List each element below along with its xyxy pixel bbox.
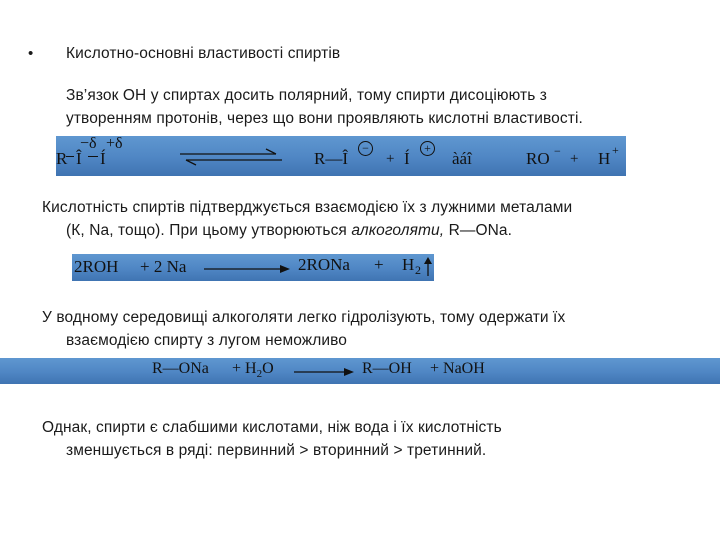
eq2-lhs: 2ROH: [74, 257, 119, 276]
eq1-r: R: [56, 149, 68, 168]
para2-text-a: (К, Na, тощо). При цьому утворюються: [66, 222, 352, 239]
eq1-minus-charge: −: [358, 141, 373, 156]
eq1-h: Í: [100, 149, 106, 168]
eq3-naoh: + NaOH: [430, 360, 485, 377]
eq3-water: [232, 360, 274, 378]
bullet-point: •: [28, 45, 34, 62]
eq1-ion-h: Í: [404, 149, 410, 168]
para2-line2: [66, 219, 512, 242]
equation-alkoholate: [72, 254, 434, 281]
para3-line2: взаємодією спирту з лугом неможливо: [66, 332, 348, 349]
eq1-bond-2: [88, 156, 98, 157]
eq3-water-o: O: [262, 360, 274, 377]
eq1-ro-anion: RO: [526, 149, 550, 168]
eq1-proton: H: [598, 149, 611, 168]
eq3-lhs: R—ONa: [152, 360, 209, 377]
eq1-plus-charge: +: [420, 141, 435, 156]
para2-alkoholates-term: алкоголяти,: [351, 222, 445, 239]
eq1-ro-charge: −: [554, 144, 561, 158]
eq2-sodium: + 2 Na: [140, 257, 187, 276]
eq3-water-h: + H: [232, 360, 257, 377]
reaction-arrow-icon: [202, 262, 292, 276]
para3-line1: У водному середовищі алкоголяти легко гідролізують, тому одержати їх: [42, 309, 566, 326]
gas-release-arrow-icon: [423, 256, 433, 278]
para4-text-a: зменшується в ряді:: [66, 442, 218, 459]
eq1-proton-charge: +: [612, 143, 619, 157]
eq1-ion-ro: R—Î: [314, 149, 348, 168]
para2-line1: Кислотність спиртів підтверджується взаємодією їх з лужними металами: [42, 199, 573, 216]
para1-line2: утворенням протонів, через що вони проявляють кислотні властивості.: [66, 110, 583, 127]
eq1-o: Î: [76, 149, 82, 168]
eq2-hydrogen-sub: 2: [415, 263, 421, 277]
eq1-bond-1: [66, 156, 74, 157]
para4-line2: [66, 439, 486, 462]
hydrolysis-arrow-icon: [292, 366, 356, 378]
eq2-plus: +: [374, 255, 384, 274]
eq1-garbled-text: àáî: [452, 149, 472, 168]
eq2-hydrogen: H: [402, 255, 415, 274]
para2-text-b: R—ONa.: [444, 222, 513, 239]
equation-hydrolysis: [0, 358, 720, 384]
para4-line1: Однак, спирти є слабшими кислотами, ніж вода і їх кислотність: [42, 419, 502, 436]
para1-line1: Зв’язок ОН у спиртах досить полярний, тому спирти дисоціюють з: [66, 87, 547, 104]
eq1-plus-1: +: [386, 151, 395, 167]
equilibrium-arrow-icon: [176, 145, 286, 169]
equation-dissociation: [56, 136, 626, 176]
acidity-series: первинний > вторинний > третинний.: [217, 442, 487, 459]
eq1-plus-2: +: [570, 151, 579, 167]
eq1-delta-minus: −δ: [80, 135, 97, 152]
slide-title: Кислотно-основні властивості спиртів: [66, 45, 341, 62]
eq3-water-sub: 2: [256, 368, 263, 380]
eq3-rhs: R—OH: [362, 360, 412, 377]
eq2-product: 2RONa: [298, 255, 350, 274]
eq1-delta-plus: +δ: [106, 135, 123, 152]
